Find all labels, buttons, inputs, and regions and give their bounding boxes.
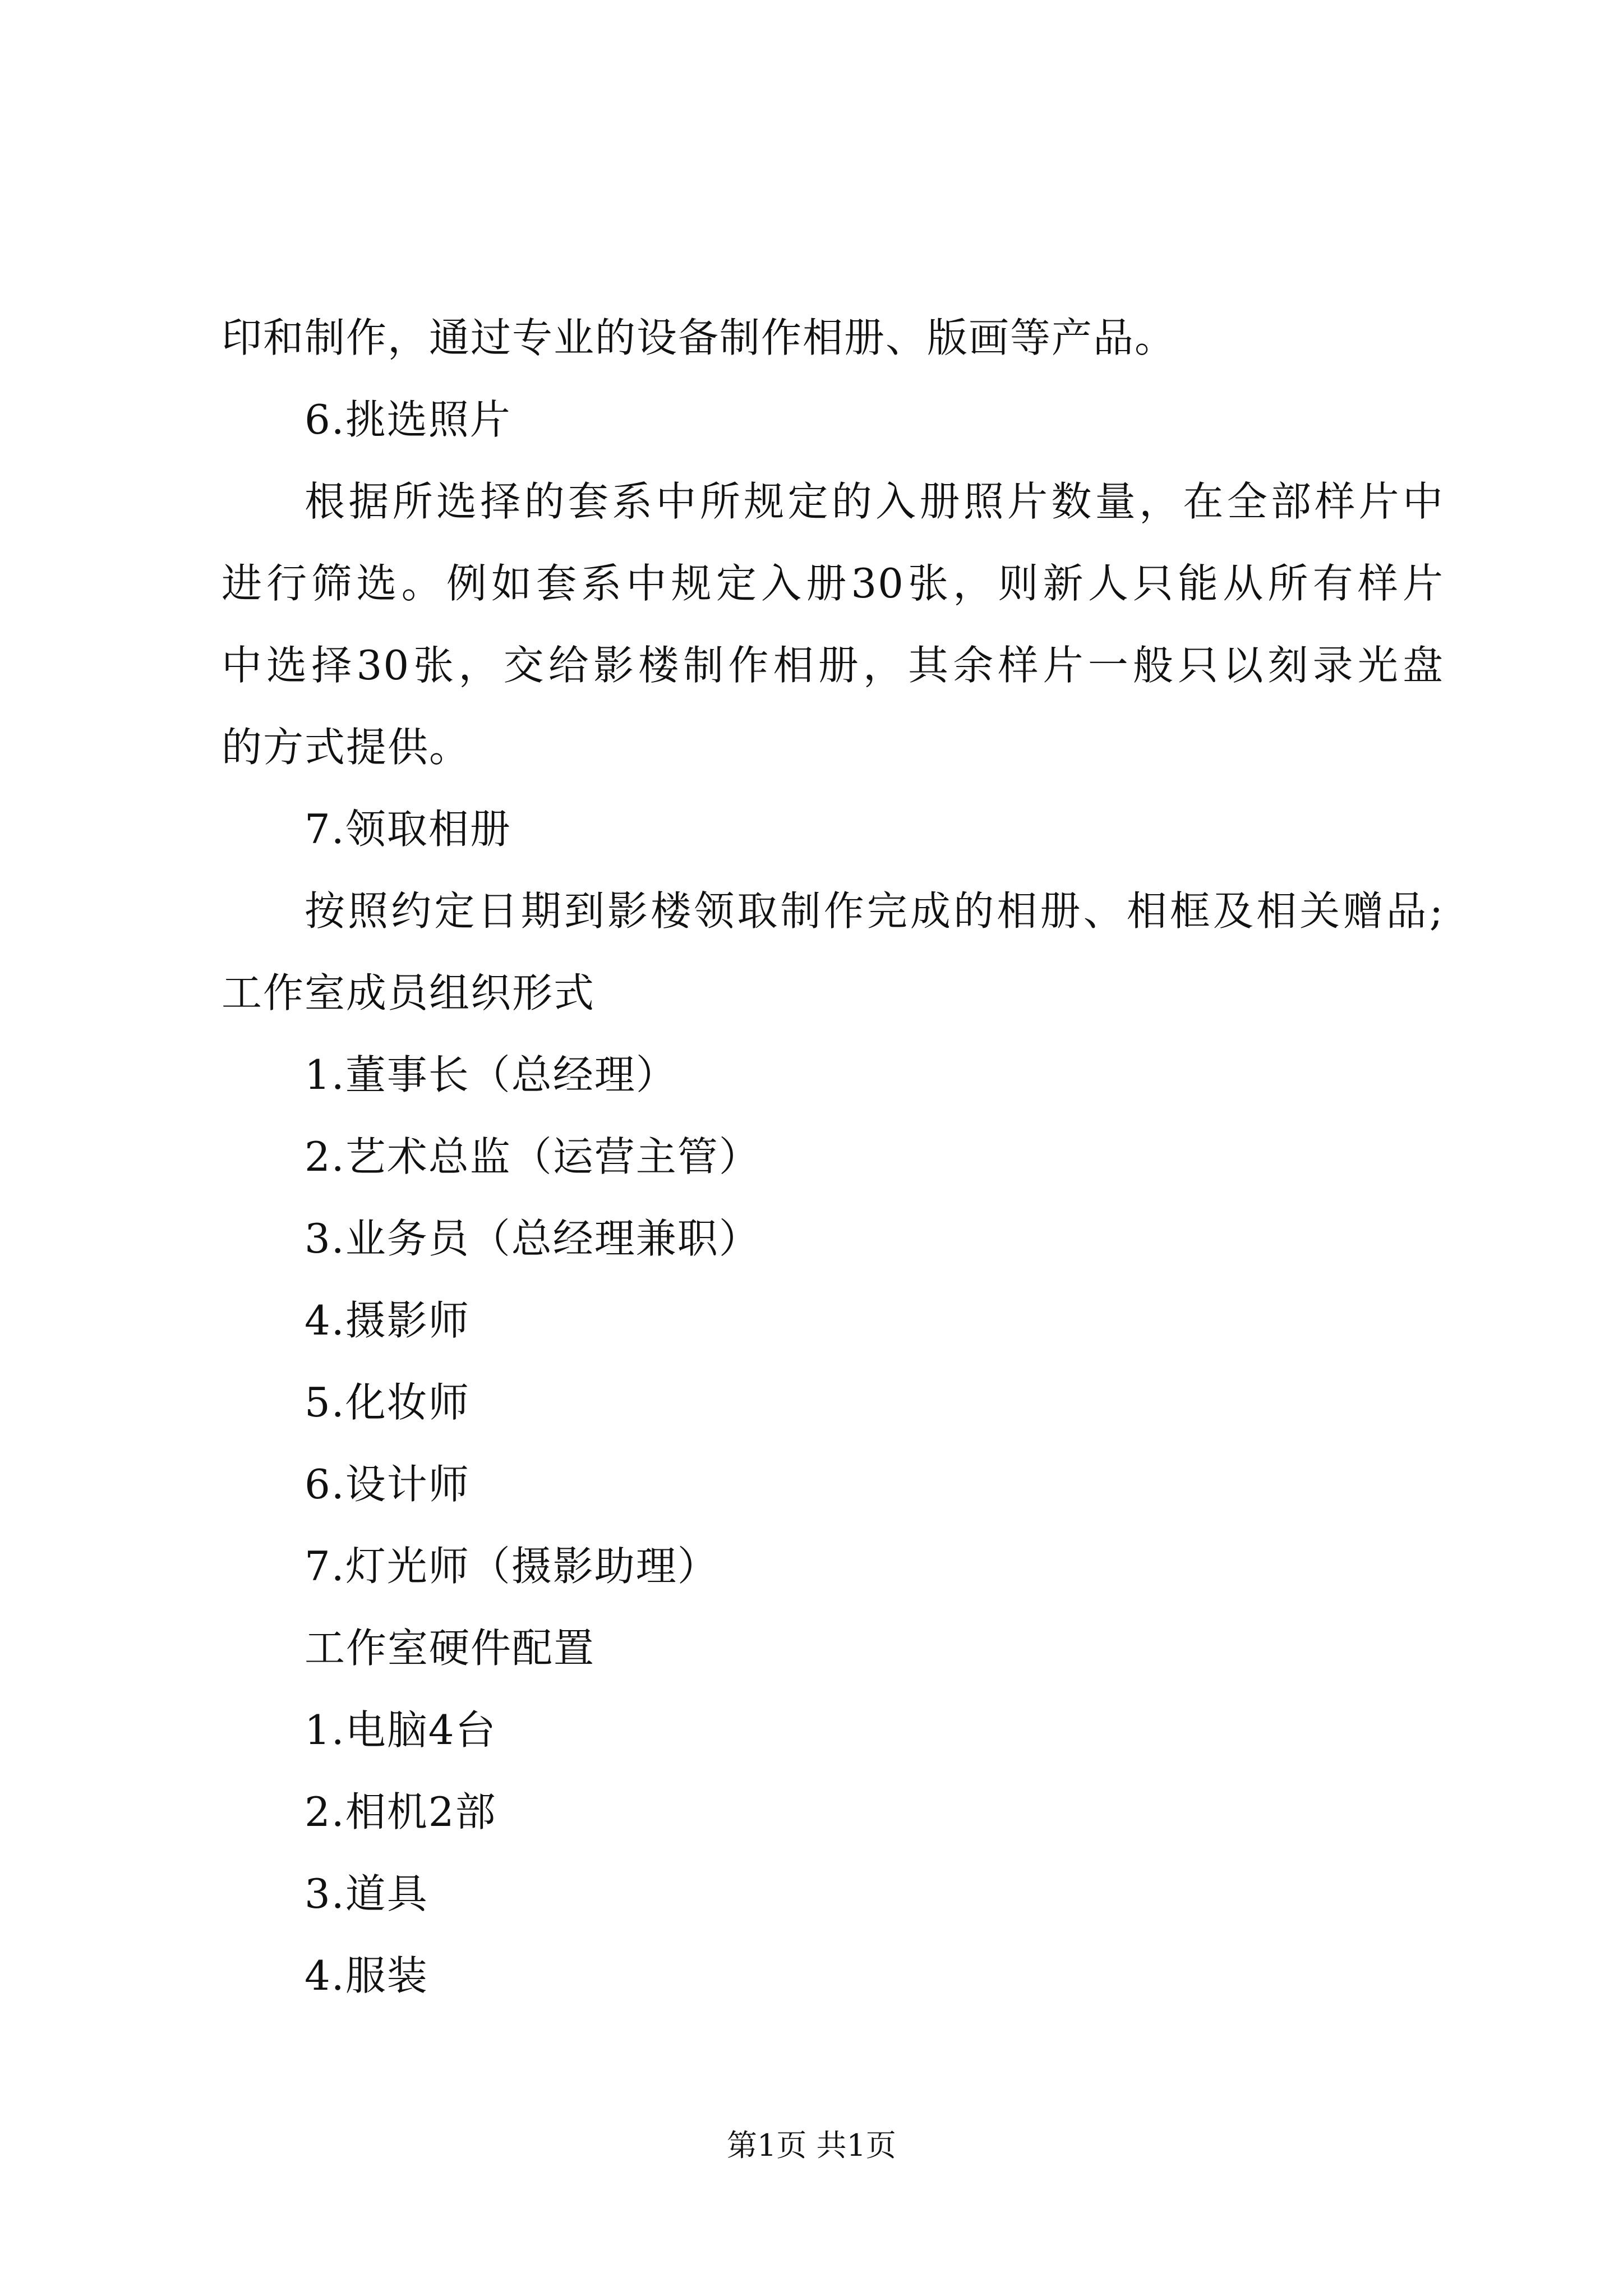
paragraph-line: 印和制作，通过专业的设备制作相册、版画等产品。	[222, 314, 1177, 361]
list-item: 1.董事长（总经理）	[305, 1051, 677, 1098]
list-item: 3.道具	[305, 1870, 428, 1917]
page-footer: 第1页 共1页	[727, 2128, 896, 2163]
list-item: 2.相机2部	[305, 1788, 497, 1835]
list-item: 1.电脑4台	[305, 1706, 497, 1754]
paragraph-line: 的方式提供。	[222, 724, 471, 771]
list-item: 6.设计师	[305, 1461, 470, 1508]
section-heading: 6.挑选照片	[305, 396, 511, 443]
paragraph-line: 按照约定日期到影楼领取制作完成的相册、相框及相关赠品;	[305, 887, 1444, 935]
list-item: 7.灯光师（摄影助理）	[305, 1543, 719, 1590]
list-item: 2.艺术总监（运营主管）	[305, 1133, 760, 1180]
list-item: 3.业务员（总经理兼职）	[305, 1215, 760, 1262]
list-item: 4.服装	[305, 1952, 428, 1999]
list-item: 4.摄影师	[305, 1297, 470, 1344]
paragraph-line: 中选择30张，交给影楼制作相册，其余样片一般只以刻录光盘	[222, 642, 1444, 689]
paragraph-line: 根据所选择的套系中所规定的入册照片数量，在全部样片中	[305, 478, 1444, 525]
list-item: 5.化妆师	[305, 1379, 470, 1426]
paragraph-line: 进行筛选。例如套系中规定入册30张，则新人只能从所有样片	[222, 560, 1444, 607]
section-heading: 工作室硬件配置	[305, 1625, 596, 1672]
section-heading: 工作室成员组织形式	[222, 969, 596, 1016]
section-heading: 7.领取相册	[305, 806, 511, 853]
